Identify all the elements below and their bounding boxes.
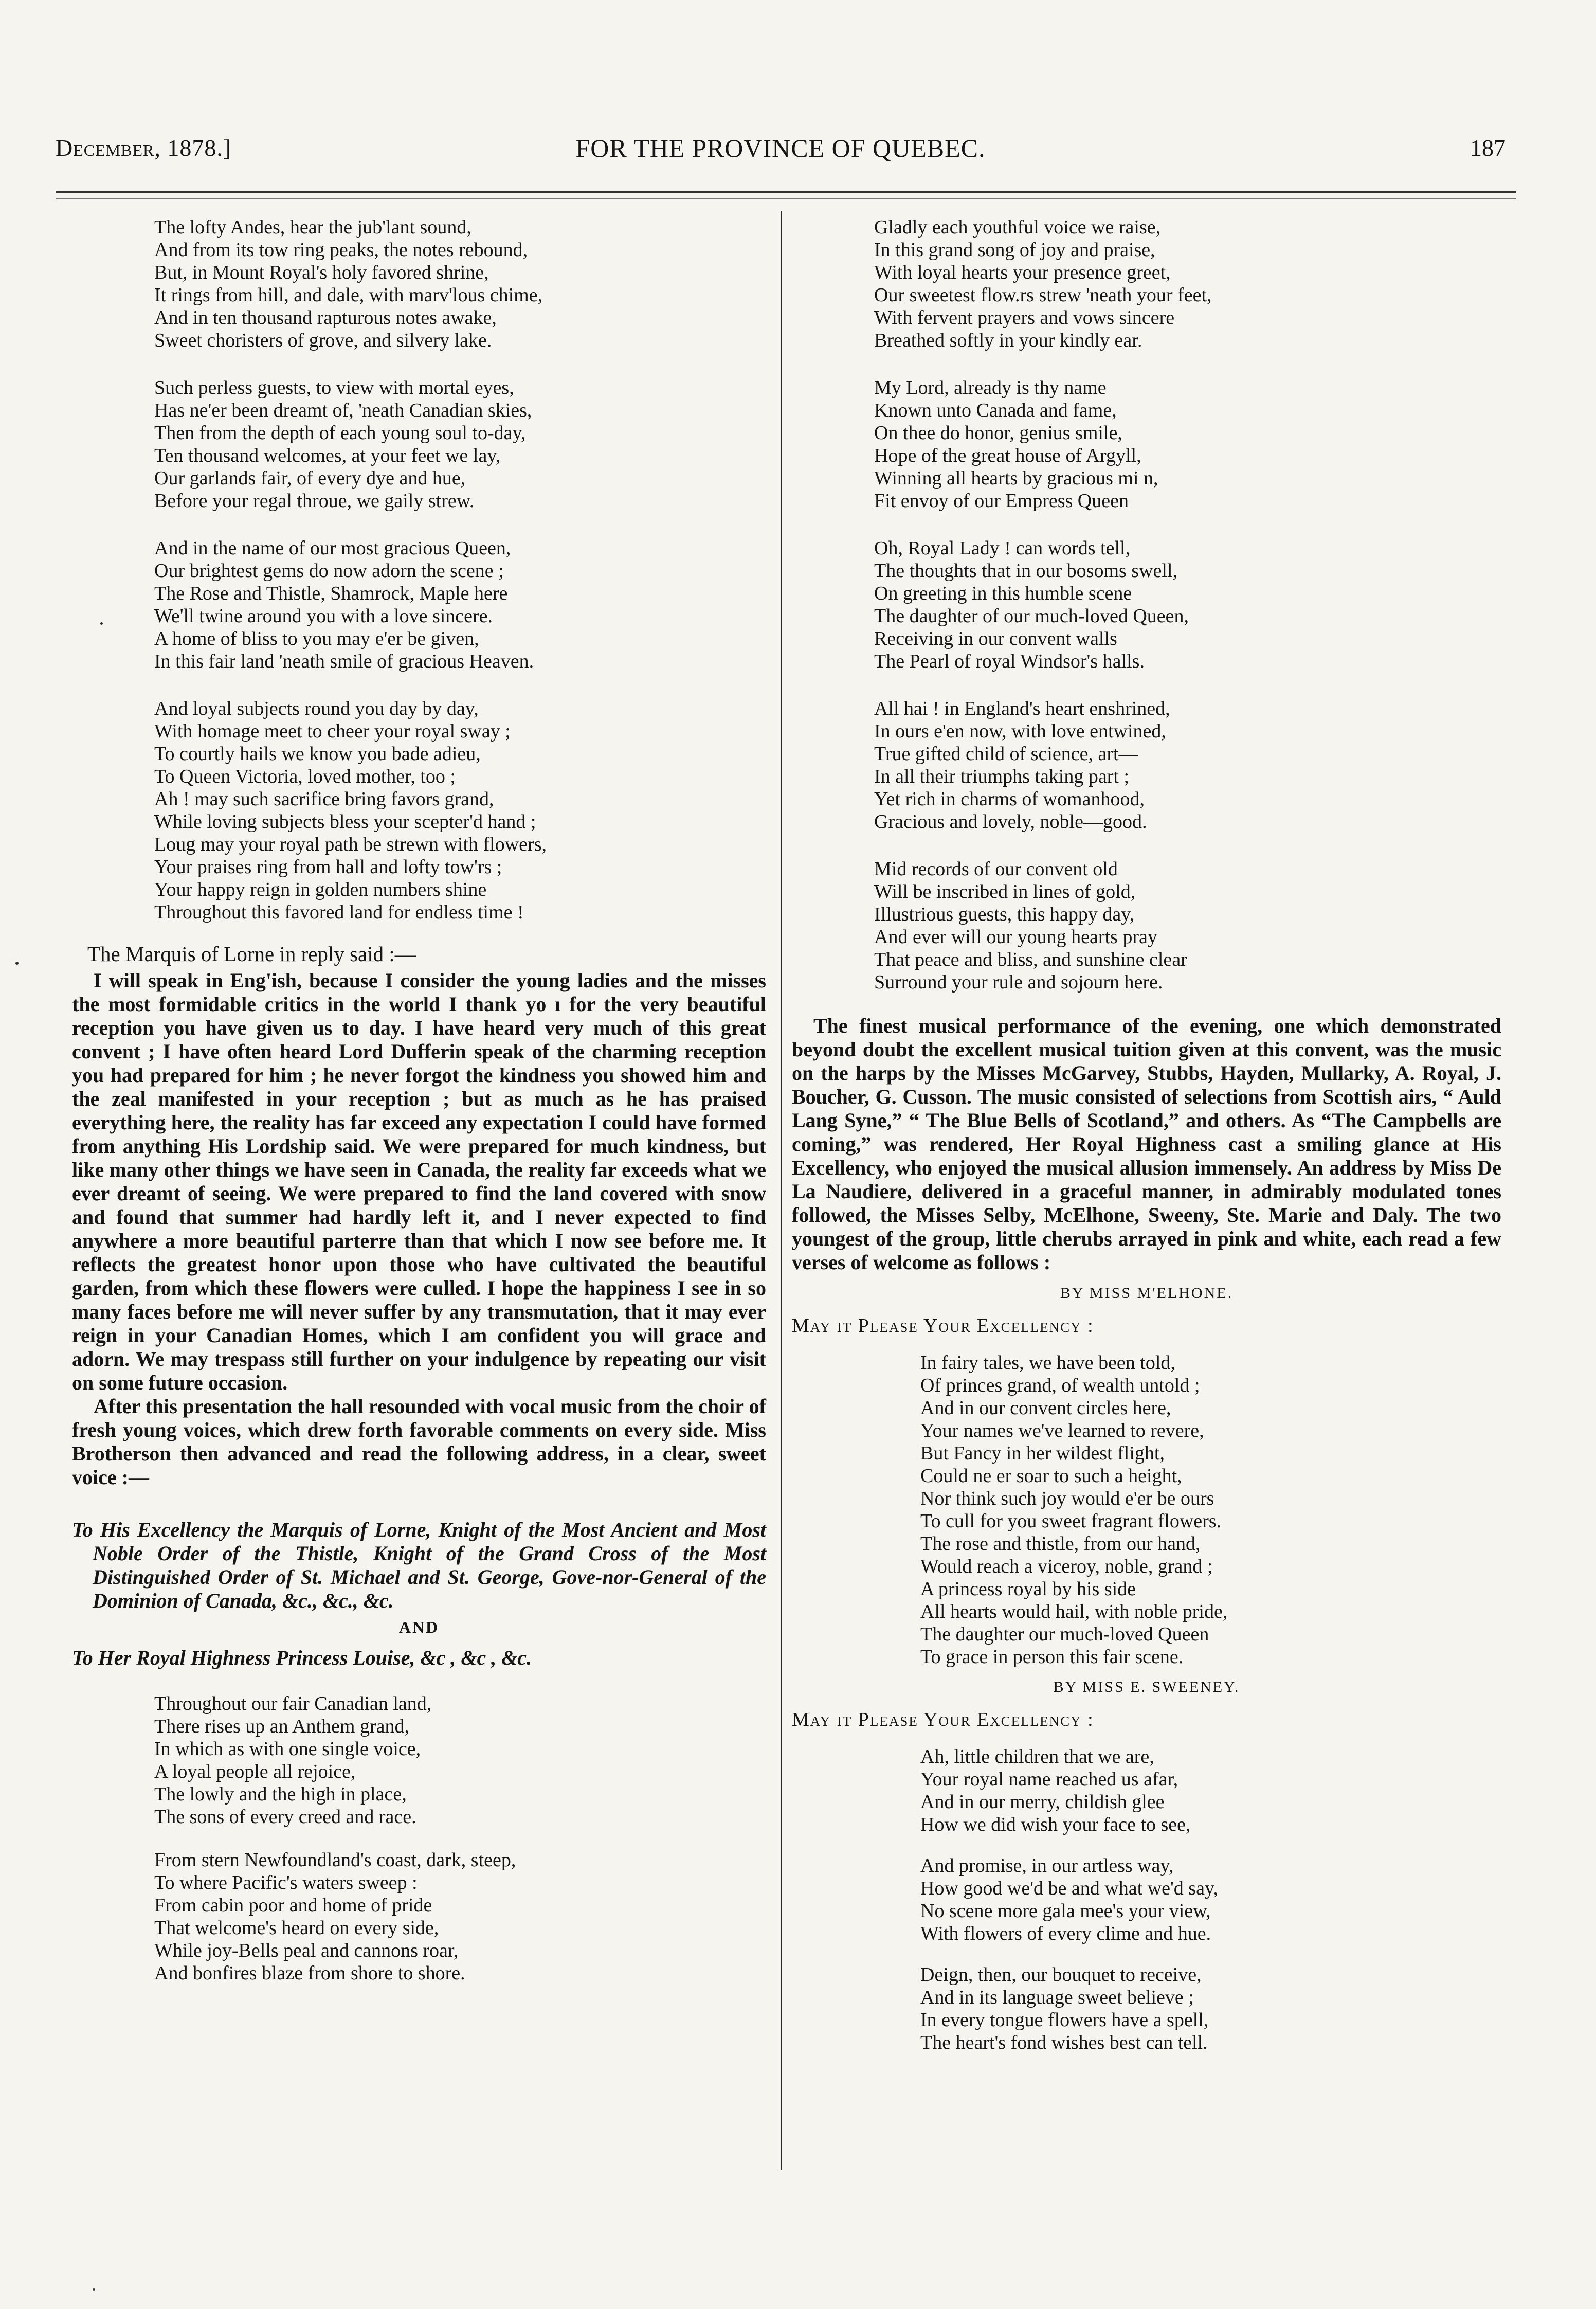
left-column — [72, 216, 766, 2009]
poem-line: The lowly and the high in place, — [154, 1783, 407, 1805]
poem-line: And in the name of our most gracious Queen, — [154, 537, 511, 559]
poem-line: And promise, in our artless way, — [920, 1855, 1174, 1877]
poem-line: While joy-Bells peal and cannons roar, — [154, 1940, 459, 1961]
poem-line: To grace in person this fair scene. — [920, 1646, 1184, 1668]
byline-mcelhone: BY MISS M'ELHONE. — [1060, 1285, 1234, 1302]
poem-line: Before your regal throue, we gaily strew. — [154, 490, 475, 512]
poem-line: Yet rich in charms of womanhood, — [874, 788, 1145, 810]
poem-line: Illustrious guests, this happy day, — [874, 904, 1135, 925]
poem-line: A princess royal by his side — [920, 1578, 1136, 1600]
poem-line: From cabin poor and home of pride — [154, 1895, 432, 1916]
poem-line: Loug may your royal path be strewn with flowers, — [154, 834, 547, 855]
poem-line: That peace and bliss, and sunshine clear — [874, 949, 1187, 970]
poem-line: We'll twine around you with a love sincere. — [154, 605, 493, 627]
poem-line: From stern Newfoundland's coast, dark, steep, — [154, 1849, 516, 1871]
poem-line: The daughter of our much-loved Queen, — [874, 605, 1189, 627]
poem-line: To courtly hails we know you bade adieu, — [154, 743, 481, 765]
stanza — [874, 216, 1501, 352]
poem-line: In which as with one single voice, — [154, 1738, 421, 1760]
poem-line: With fervent prayers and vows sincere — [874, 307, 1175, 329]
poem-line: Oh, Royal Lady ! can words tell, — [874, 537, 1131, 559]
poem-line: The rose and thistle, from our hand, — [920, 1533, 1201, 1555]
poem-line: The sons of every creed and race. — [154, 1806, 416, 1828]
poem-line: Ah ! may such sacrifice bring favors grand, — [154, 788, 494, 810]
poem-line: Gracious and lovely, noble—good. — [874, 811, 1147, 833]
poem-line: On thee do honor, genius smile, — [874, 422, 1122, 444]
poem-line: Known unto Canada and fame, — [874, 400, 1117, 421]
poem-line: Receiving in our convent walls — [874, 628, 1117, 650]
poem-line: How we did wish your face to see, — [920, 1814, 1191, 1835]
poem-line: And in its language sweet believe ; — [920, 1987, 1194, 2008]
poem-line: There rises up an Anthem grand, — [154, 1716, 409, 1737]
poem-line: Such perless guests, to view with mortal eyes, — [154, 377, 514, 399]
poem-line: Winning all hearts by gracious mi n, — [874, 467, 1158, 489]
stanza — [874, 537, 1501, 673]
poem-line: Breathed softly in your kindly ear. — [874, 330, 1142, 351]
welcome-poem-part1 — [72, 216, 766, 924]
poem-line: Hope of the great house of Argyll, — [874, 445, 1141, 466]
poem-line: That welcome's heard on every side, — [154, 1917, 439, 1939]
poem-line: The thoughts that in our bosoms swell, — [874, 560, 1178, 582]
poem-line: Throughout our fair Canadian land, — [154, 1693, 432, 1715]
poem-line: Our garlands fair, of every dye and hue, — [154, 467, 466, 489]
poem-line: My Lord, already is thy name — [874, 377, 1107, 399]
poem-line: Will be inscribed in lines of gold, — [874, 881, 1136, 903]
and-separator: AND — [398, 1618, 440, 1636]
address-dedication: To His Excellency the Marquis of Lorne, Knight of the Most Ancient and Most Noble Order of the Thistle, Knight of the Grand Cross of the Most Distinguished Order of St. Michael and St. George, Gove-nor-General of the Dominion of Canada, &c., &c., &c. — [72, 1518, 766, 1612]
page-number: 187 — [1470, 135, 1506, 161]
poem-line: The heart's fond wishes best can tell. — [920, 2032, 1208, 2053]
poem-line: And from its tow ring peaks, the notes rebound, — [154, 239, 528, 261]
poem-line: Sweet choristers of grove, and silvery lake. — [154, 330, 492, 351]
reply-intro: The Marquis of Lorne in reply said :— — [87, 942, 416, 966]
poem-line: Your names we've learned to revere, — [920, 1420, 1204, 1441]
stanza — [154, 376, 766, 512]
poem-line: And in our merry, childish glee — [920, 1791, 1165, 1813]
poem-line: But Fancy in her wildest flight, — [920, 1442, 1165, 1464]
stanza — [874, 376, 1501, 512]
poem-line: Our brightest gems do now adorn the scene ; — [154, 560, 504, 582]
stanza — [154, 697, 766, 924]
sweeney-poem — [792, 1745, 1501, 2054]
poem-line: Ah, little children that we are, — [920, 1746, 1154, 1767]
poem-line: And in ten thousand rapturous notes awake, — [154, 307, 497, 329]
poem-line: Could ne er soar to such a height, — [920, 1465, 1182, 1487]
mcelhone-poem — [792, 1351, 1501, 1668]
poem-line: The lofty Andes, hear the jub'lant sound, — [154, 217, 471, 238]
poem-line: To Queen Victoria, loved mother, too ; — [154, 766, 456, 787]
stanza — [154, 216, 766, 352]
poem-line: Then from the depth of each young soul to-day, — [154, 422, 526, 444]
stanza — [920, 1351, 1501, 1668]
presentation-paragraph: After this presentation the hall resounded with vocal music from the choir of fresh young voices, which drew forth favorable comments on every side. Miss Brotherson then advanced and read the following address, in a clear, sweet voice :— — [72, 1395, 766, 1489]
poem-line: The daughter our much-loved Queen — [920, 1623, 1209, 1645]
issue-date: December, 1878.] — [56, 135, 232, 161]
poem-line: No scene more gala mee's your view, — [920, 1900, 1211, 1922]
poem-line: While loving subjects bless your scepter'd hand ; — [154, 811, 536, 833]
poem-line: With flowers of every clime and hue. — [920, 1923, 1211, 1944]
print-speck — [15, 962, 19, 965]
poem-line: In every tongue flowers have a spell, — [920, 2009, 1209, 2031]
poem-line: To where Pacific's waters sweep : — [154, 1872, 418, 1893]
poem-line: To cull for you sweet fragrant flowers. — [920, 1510, 1222, 1532]
poem-line: Your praises ring from hall and lofty tow'rs ; — [154, 856, 502, 878]
right-column — [792, 216, 1501, 2054]
poem-line: True gifted child of science, art— — [874, 743, 1138, 765]
address-poem — [72, 1692, 766, 1985]
poem-line: Gladly each youthful voice we raise, — [874, 217, 1161, 238]
page-header — [56, 133, 1506, 174]
header-rule-thin — [56, 198, 1516, 199]
stanza — [920, 1745, 1501, 1836]
address-dedication-princess: To Her Royal Highness Princess Louise, &c , &c , &c. — [72, 1646, 532, 1669]
poem-line: In this fair land 'neath smile of gracious Heaven. — [154, 651, 534, 672]
poem-line: And loyal subjects round you day by day, — [154, 698, 479, 719]
poem-line: Mid records of our convent old — [874, 858, 1118, 880]
poem-line: Of princes grand, of wealth untold ; — [920, 1375, 1200, 1396]
poem-line: And bonfires blaze from shore to shore. — [154, 1962, 465, 1984]
poem-line: On greeting in this humble scene — [874, 583, 1132, 604]
poem-line: The Rose and Thistle, Shamrock, Maple here — [154, 583, 508, 604]
poem-line: Deign, then, our bouquet to receive, — [920, 1964, 1202, 1986]
poem-line: Nor think such joy would e'er be ours — [920, 1488, 1214, 1509]
poem-line: All hearts would hail, with noble pride, — [920, 1601, 1228, 1622]
stanza — [920, 1854, 1501, 1945]
music-paragraph: The finest musical performance of the evening, one which demonstrated beyond doubt the excellent musical tuition given at this convent, was the music on the harps by the Misses McGarvey, Stubbs, Hayden, Mullarky, A. Royal, J. Boucher, G. Cusson. The music consisted of selections from Scottish airs, “ Auld Lang Syne,” “ The Blue Bells of Scotland,” and others. As “The Campbells are coming,” was rendered, Her Royal Highness cast a smiling glance at His Excellency, who enjoyed the musical allusion immensely. An address by Miss De La Naudiere, delivered in a graceful manner, in admirably modulated tones followed, the Misses Selby, McElhone, Sweeny, Ste. Marie and Daly. The two youngest of the group, little cherubs arrayed in pink and white, each read a few verses of welcome as follows : — [792, 1014, 1501, 1274]
poem-line: Your happy reign in golden numbers shine — [154, 879, 487, 900]
poem-line: Has ne'er been dreamt of, 'neath Canadian skies, — [154, 400, 532, 421]
stanza — [874, 858, 1501, 994]
poem-line: A home of bliss to you may e'er be given, — [154, 628, 479, 650]
poem-line: Throughout this favored land for endless time ! — [154, 901, 524, 923]
poem-line: Would reach a viceroy, noble, grand ; — [920, 1556, 1213, 1577]
stanza — [874, 697, 1501, 833]
byline-sweeney: BY MISS E. SWEENEY. — [1053, 1679, 1240, 1695]
poem-line: And ever will our young hearts pray — [874, 926, 1157, 948]
column-divider — [781, 211, 782, 2170]
running-title: FOR THE PROVINCE OF QUEBEC. — [575, 134, 986, 163]
poem-line: In this grand song of joy and praise, — [874, 239, 1155, 261]
poem-line: In fairy tales, we have been told, — [920, 1352, 1175, 1374]
poem-line: It rings from hill, and dale, with marv'lous chime, — [154, 284, 543, 306]
welcome-poem-part2 — [792, 216, 1501, 994]
poem-line: Fit envoy of our Empress Queen — [874, 490, 1129, 512]
salutation: May it Please Your Excellency : — [792, 1315, 1094, 1337]
print-speck — [100, 622, 103, 625]
print-speck — [93, 2288, 95, 2291]
stanza — [920, 1963, 1501, 2054]
poem-line: The Pearl of royal Windsor's halls. — [874, 651, 1145, 672]
poem-line: A loyal people all rejoice, — [154, 1761, 356, 1782]
poem-line: In all their triumphs taking part ; — [874, 766, 1130, 787]
poem-line: Ten thousand welcomes, at your feet we lay, — [154, 445, 501, 466]
poem-line: And in our convent circles here, — [920, 1397, 1171, 1419]
salutation: May it Please Your Excellency : — [792, 1709, 1094, 1730]
poem-line: Surround your rule and sojourn here. — [874, 971, 1163, 993]
poem-line: How good we'd be and what we'd say, — [920, 1878, 1218, 1899]
poem-line: But, in Mount Royal's holy favored shrine, — [154, 262, 489, 283]
stanza — [154, 1849, 766, 1985]
poem-line: In ours e'en now, with love entwined, — [874, 720, 1166, 742]
stanza — [154, 1692, 766, 1828]
poem-line: Our sweetest flow.rs strew 'neath your feet, — [874, 284, 1212, 306]
poem-line: All hai ! in England's heart enshrined, — [874, 698, 1170, 719]
poem-line: With homage meet to cheer your royal sway ; — [154, 720, 511, 742]
poem-line: With loyal hearts your presence greet, — [874, 262, 1171, 283]
marquis-speech: I will speak in Eng'ish, because I consider the young ladies and the misses the most formidable critics in the world I thank yo ı for the very beautiful reception you have given us to day. I have heard very much of this great convent ; I have often heard Lord Dufferin speak of the charming reception you had prepared for him ; he never forgot the kindness you showed him and the zeal manifested in your reception ; but as much as he has praised everything here, the reality has far exceed any expectation I could have formed from anything His Lordship said. We were prepared for much kindness, but like many other things we have seen in Canada, the reality far exceeds what we ever dreamt of seeing. We were prepared to find the land covered with snow and found that summer had hardly left it, and I never expected to find anywhere a more beautiful parterre than that which I now see before me. It reflects the greatest honor upon those who have cultivated the beautiful garden, from which these flowers were culled. I hope the happiness I see in so many faces before me will never suffer by any transmutation, that it may ever reign in your Canadian Homes, which I am confident you will grace and adorn. We may trespass still further on your indulgence by repeating our visit on some future occasion. — [72, 969, 766, 1394]
header-rule — [56, 191, 1516, 193]
stanza — [154, 537, 766, 673]
poem-line: Your royal name reached us afar, — [920, 1769, 1178, 1790]
